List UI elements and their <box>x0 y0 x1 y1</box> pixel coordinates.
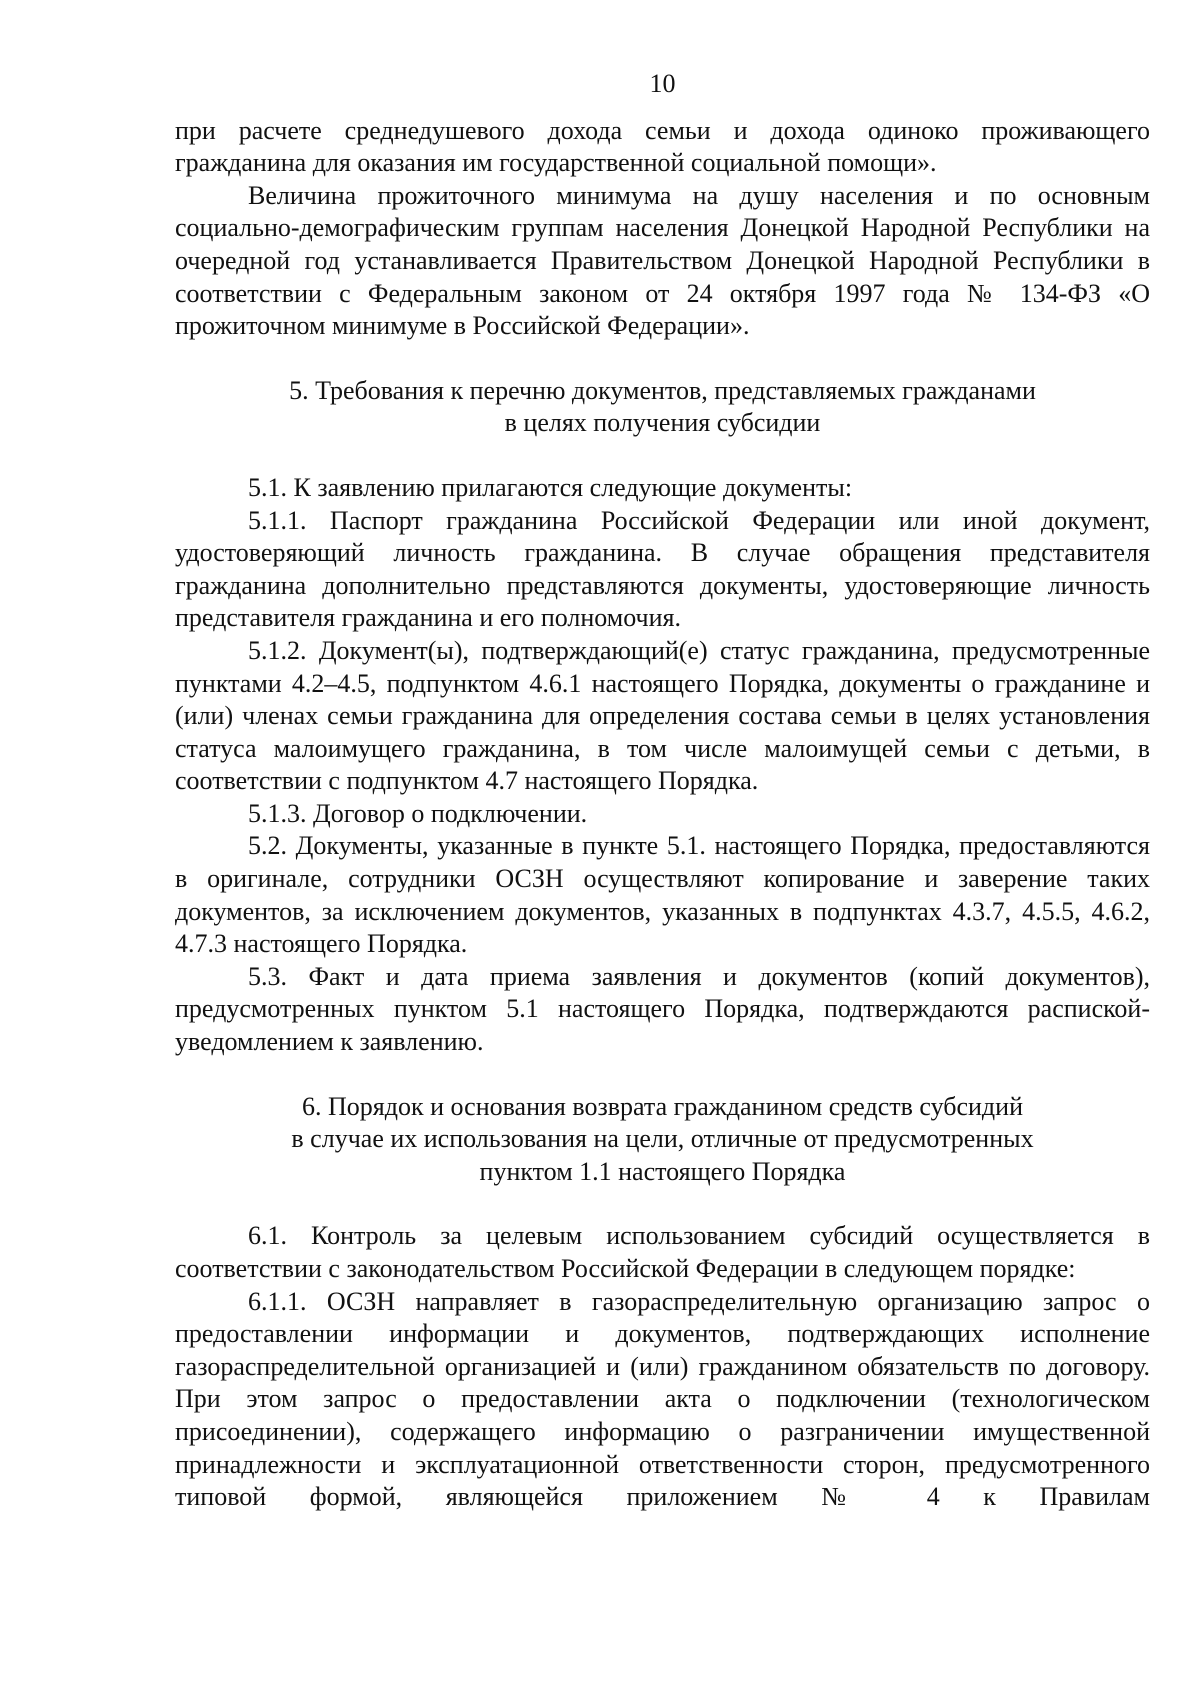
section-5-heading <box>175 375 1150 440</box>
section-6-heading <box>175 1091 1150 1189</box>
paragraph-5-1-1: 5.1.1. Паспорт гражданина Российской Федерации или иной документ, удостоверяющий личность гражданина. В случае обращения представителя гражданина дополнительно представляются документы, удостоверяющие личность представителя гражданина и его полномочия. <box>175 505 1150 633</box>
paragraph-6-1: 6.1. Контроль за целевым использованием субсидий осуществляется в соответствии с законодательством Российской Федерации в следующем порядке: <box>175 1221 1150 1283</box>
paragraph-continuation: при расчете среднедушевого дохода семьи и дохода одиноко проживающего гражданина для оказания им государственной социальной помощи». <box>175 115 1150 178</box>
paragraph-5-1-2: 5.1.2. Документ(ы), подтверждающий(е) статус гражданина, предусмотренные пунктами 4.2–4.5, подпунктом 4.6.1 настоящего Порядка, документы о гражданине и (или) членах семьи гражданина для определения состава семьи в целях установления статуса малоимущего гражданина, в том числе малоимущей семьи с детьми, в соответствии с подпунктом 4.7 настоящего Порядка. <box>175 635 1150 796</box>
paragraph-subsistence-minimum: Величина прожиточного минимума на душу населения и по основным социально-демографическим группам населения Донецкой Народной Республики на очередной год устанавливается Правительством Донецкой Народной Республики в соответствии с Федеральным законом от 24 октября 1997 года № 134-ФЗ «О прожиточном минимуме в Российской Федерации». <box>175 180 1150 341</box>
page-number: 10 <box>649 69 676 98</box>
section-6-heading-line-3: пунктом 1.1 настоящего Порядка <box>479 1156 846 1186</box>
document-page <box>175 68 1150 1514</box>
section-6-heading-line-1: 6. Порядок и основания возврата гражданином средств субсидий <box>302 1091 1023 1121</box>
paragraph-5-2: 5.2. Документы, указанные в пункте 5.1. настоящего Порядка, предоставляются в оригинале, сотрудники ОСЗН осуществляют копирование и заверение таких документов, за исключением документов, указанных в подпунктах 4.3.7, 4.5.5, 4.6.2, 4.7.3 настоящего Порядка. <box>175 831 1150 959</box>
section-5-heading-line-1: 5. Требования к перечню документов, представляемых гражданами <box>289 375 1036 405</box>
section-5-heading-line-2: в целях получения субсидии <box>504 408 821 438</box>
paragraph-5-3: 5.3. Факт и дата приема заявления и документов (копий документов), предусмотренных пунктом 5.1 настоящего Порядка, подтверждаются распиской-уведомлением к заявлению. <box>175 961 1150 1057</box>
section-6-heading-line-2: в случае их использования на цели, отличные от предусмотренных <box>291 1124 1034 1154</box>
paragraph-6-1-1: 6.1.1. ОСЗН направляет в газораспределительную организацию запрос о предоставлении информации и документов, подтверждающих исполнение газораспределительной организацией и (или) гражданином обязательств по договору. При этом запрос о предоставлении акта о подключении (технологическом присоединении), содержащего информацию о разграничении имущественной принадлежности и эксплуатационной ответственности сторон, предусмотренного типовой формой, являющейся приложением № 4 к Правилам <box>175 1286 1150 1512</box>
paragraph-5-1-3: 5.1.3. Договор о подключении. <box>248 798 588 828</box>
paragraph-5-1: 5.1. К заявлению прилагаются следующие документы: <box>248 472 853 502</box>
